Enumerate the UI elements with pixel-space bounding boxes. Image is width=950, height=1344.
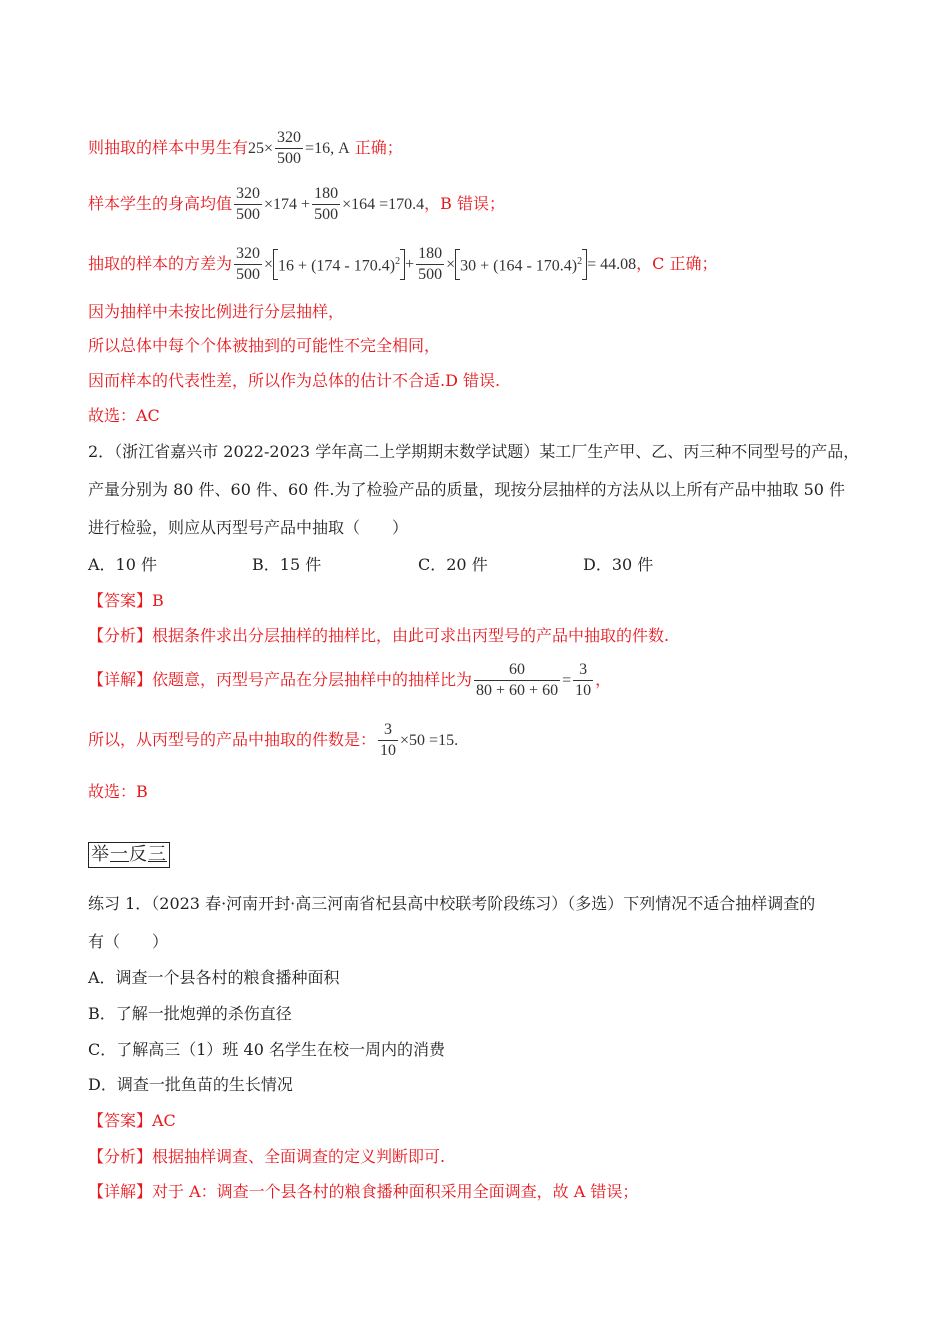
fraction: $\frac{320}{500}$ xyxy=(236,185,261,223)
option-a: A．10 件 xyxy=(88,555,158,574)
exercise-analysis: 【分析】根据抽样调查、全面调查的定义判断即可. xyxy=(88,1147,446,1166)
fraction: $\frac{320}{500}$ xyxy=(236,245,261,283)
solution-line-2: 样本学生的身高均值 $\frac{320}{500}$ ×174 + $\frac{180}{500}$ ×164 =170.4，B 错误； xyxy=(88,185,505,223)
exercise-1-line-2: 有（ ） xyxy=(88,932,169,951)
question-2-line-1: 2．（浙江省嘉兴市 2022-2023 学年高二上学期期末数学试题）某工厂生产甲、乙、丙三种不同型号的产品， xyxy=(88,442,860,461)
exercise-option-b: B．了解一批炮弹的杀伤直径 xyxy=(88,1004,292,1023)
fraction: $\frac{60}{80 + 60 + 60}$ xyxy=(476,661,559,699)
option-b: B．15 件 xyxy=(252,555,322,574)
fraction: $\frac{3}{10}$ xyxy=(575,661,592,699)
solution-line-6: 因而样本的代表性差，所以作为总体的估计不合适.D 错误. xyxy=(88,371,501,390)
solution-line-3: 抽取的样本的方差为 $\frac{320}{500}$ × 16 + (174 - 170.4)$^2$ + $\frac{180}{500}$ × 30 + (164 - 170.4)$^2$ = 44.08，C 正确； xyxy=(88,245,718,283)
exercise-1-line-1: 练习 1．（2023 春·河南开封·高三河南省杞县高中校联考阶段练习）（多选）下列情况不适合抽样调查的 xyxy=(88,894,816,913)
fraction: $\frac{320}{500}$ xyxy=(277,129,302,167)
fraction: $\frac{3}{10}$ xyxy=(380,721,397,759)
solution-line-1: 则抽取的样本中男生有25× $\frac{320}{500}$ =16, A 正确； xyxy=(88,129,403,167)
fraction: $\frac{180}{500}$ xyxy=(314,185,339,223)
exercise-detail: 【详解】对于 A：调查一个县各村的粮食播种面积采用全面调查，故 A 错误； xyxy=(88,1182,639,1201)
exercise-option-a: A．调查一个县各村的粮食播种面积 xyxy=(88,968,340,987)
solution-line-5: 所以总体中每个个体被抽到的可能性不完全相同， xyxy=(88,336,441,355)
answer-label: 【答案】B xyxy=(88,591,164,610)
bracket-expression: 30 + (164 - 170.4)$^2$ xyxy=(455,249,587,279)
fraction: $\frac{180}{500}$ xyxy=(418,245,443,283)
exercise-option-c: C．了解高三（1）班 40 名学生在校一周内的消费 xyxy=(88,1040,445,1059)
analysis-text: 【分析】根据条件求出分层抽样的抽样比，由此可求出丙型号的产品中抽取的件数. xyxy=(88,626,670,645)
bracket-expression: 16 + (174 - 170.4)$^2$ xyxy=(273,249,405,279)
question-2-line-3: 进行检验，则应从丙型号产品中抽取（ ） xyxy=(88,518,409,537)
solution-line-4: 因为抽样中未按比例进行分层抽样， xyxy=(88,302,345,321)
detail-line-2: 所以，从丙型号的产品中抽取的件数是： $\frac{3}{10}$ ×50 =15. xyxy=(88,721,459,759)
option-d: D．30 件 xyxy=(583,555,654,574)
question-2-choice: 故选：B xyxy=(88,782,148,801)
exercise-option-d: D．调查一批鱼苗的生长情况 xyxy=(88,1075,293,1094)
section-title: 举一反三 xyxy=(88,842,170,868)
option-c: C．20 件 xyxy=(418,555,488,574)
question-2-line-2: 产量分别为 80 件、60 件、60 件.为了检验产品的质量，现按分层抽样的方法从以上所有产品中抽取 50 件 xyxy=(88,480,846,499)
solution-choice: 故选：AC xyxy=(88,406,160,425)
detail-line-1: 【详解】依题意，丙型号产品在分层抽样中的抽样比为 $\frac{60}{80 + 60 + 60}$ = $\frac{3}{10}$ ， xyxy=(88,661,612,699)
exercise-answer: 【答案】AC xyxy=(88,1111,176,1130)
